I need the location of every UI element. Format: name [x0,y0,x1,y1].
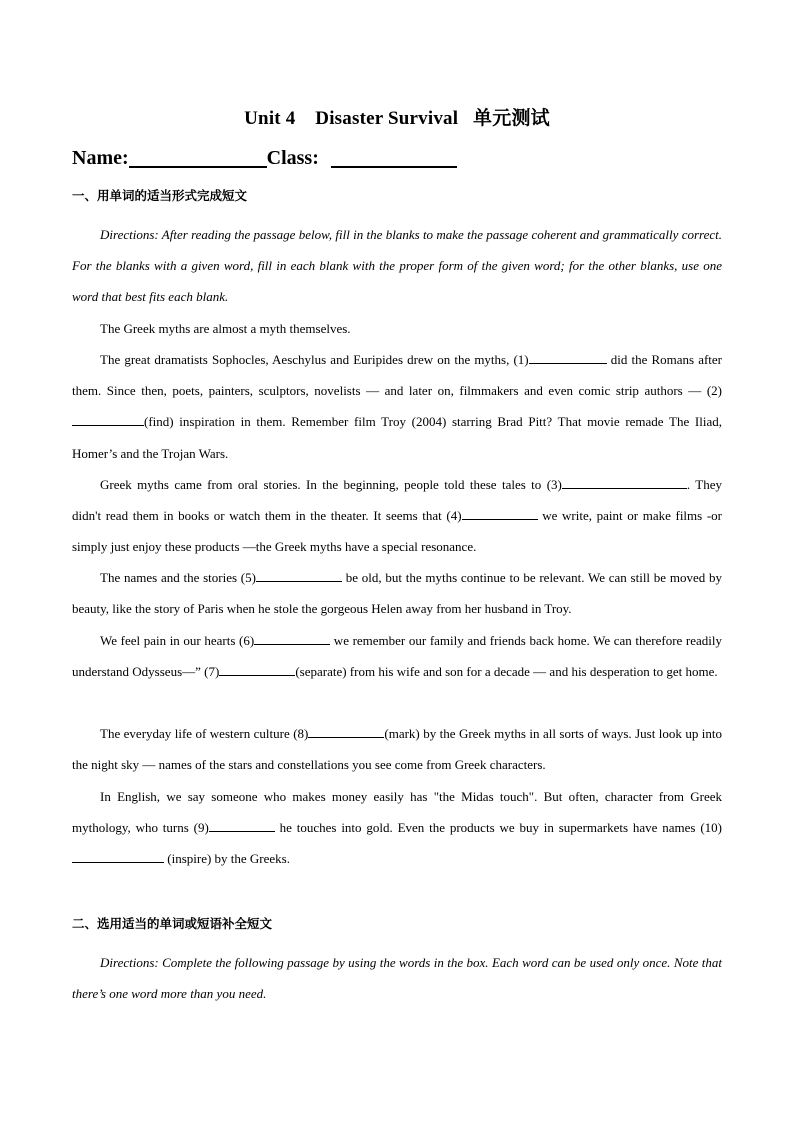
blank-7[interactable] [219,663,295,676]
paragraph-4: The names and the stories (5) be old, but the myths continue to be relevant. We can still be moved by beauty, like the story of Paris when he stole the gorgeous Helen away from her husband in Troy. [72,570,722,617]
paragraph-3: Greek myths came from oral stories. In the beginning, people told these tales to (3) . They didn't read them in books or watch them in the theater. It seems that (4) we write, paint or make films -or simply just enjoy these products —the Greek myths have a special resonance. [72,477,723,555]
class-blank[interactable] [331,146,457,168]
paragraph-1: The Greek myths are almost a myth themselves. [100,321,351,336]
paragraph-5: We feel pain in our hearts (6) we remember our family and friends back home. We can therefore readily understand Odysseus—” (7) (separate) from his wife and son for a decade — and his desperation to get home. [72,633,722,680]
blank-3[interactable] [562,476,687,489]
blank-8[interactable] [308,725,384,738]
blank-6[interactable] [254,632,330,645]
blank-2[interactable] [72,413,144,426]
section-1-heading: 一、用单词的适当形式完成短文 [72,188,248,203]
blank-5[interactable] [256,569,342,582]
section-2-directions: Directions: Complete the following passage by using the words in the box. Each word can be used only once. Note that there’s one word more than you need. [72,955,722,1002]
paragraph-6: The everyday life of western culture (8) (mark) by the Greek myths in all sorts of ways. Just look up into the night sky — names of the stars and constellations you see come from Greek characters. [72,726,722,773]
paragraph-7: In English, we say someone who makes money easily has "the Midas touch". But often, character from Greek mythology, who turns (9) he touches into gold. Even the products we buy in supermarkets have names (10) (inspire) by the Greeks. [72,789,722,867]
page-title: Unit 4 Disaster Survival 单元测试 [244,108,550,129]
class-label: Class: [266,147,319,169]
name-class-line [72,146,457,170]
name-label: Name: [72,147,129,169]
paragraph-2: The great dramatists Sophocles, Aeschylus and Euripides drew on the myths, (1) did the Romans after them. Since then, poets, painters, sculptors, novelists — and later on, filmmakers and even comic strip authors — (2)(find) inspiration in them. Remember film Troy (2004) starring Brad Pitt? That movie remade The Iliad, Homer’s and the Trojan Wars. [72,352,722,461]
blank-4[interactable] [462,507,538,520]
blank-1[interactable] [529,351,607,364]
section-1-directions: Directions: After reading the passage below, fill in the blanks to make the passage coherent and grammatically correct. For the blanks with a given word, fill in each blank with the proper form of the given word; for the other blanks, use one word that best fits each blank. [72,227,722,305]
section-2-heading: 二、选用适当的单词或短语补全短文 [72,916,273,931]
blank-9[interactable] [209,819,275,832]
blank-10[interactable] [72,850,164,863]
name-blank[interactable] [129,146,267,168]
